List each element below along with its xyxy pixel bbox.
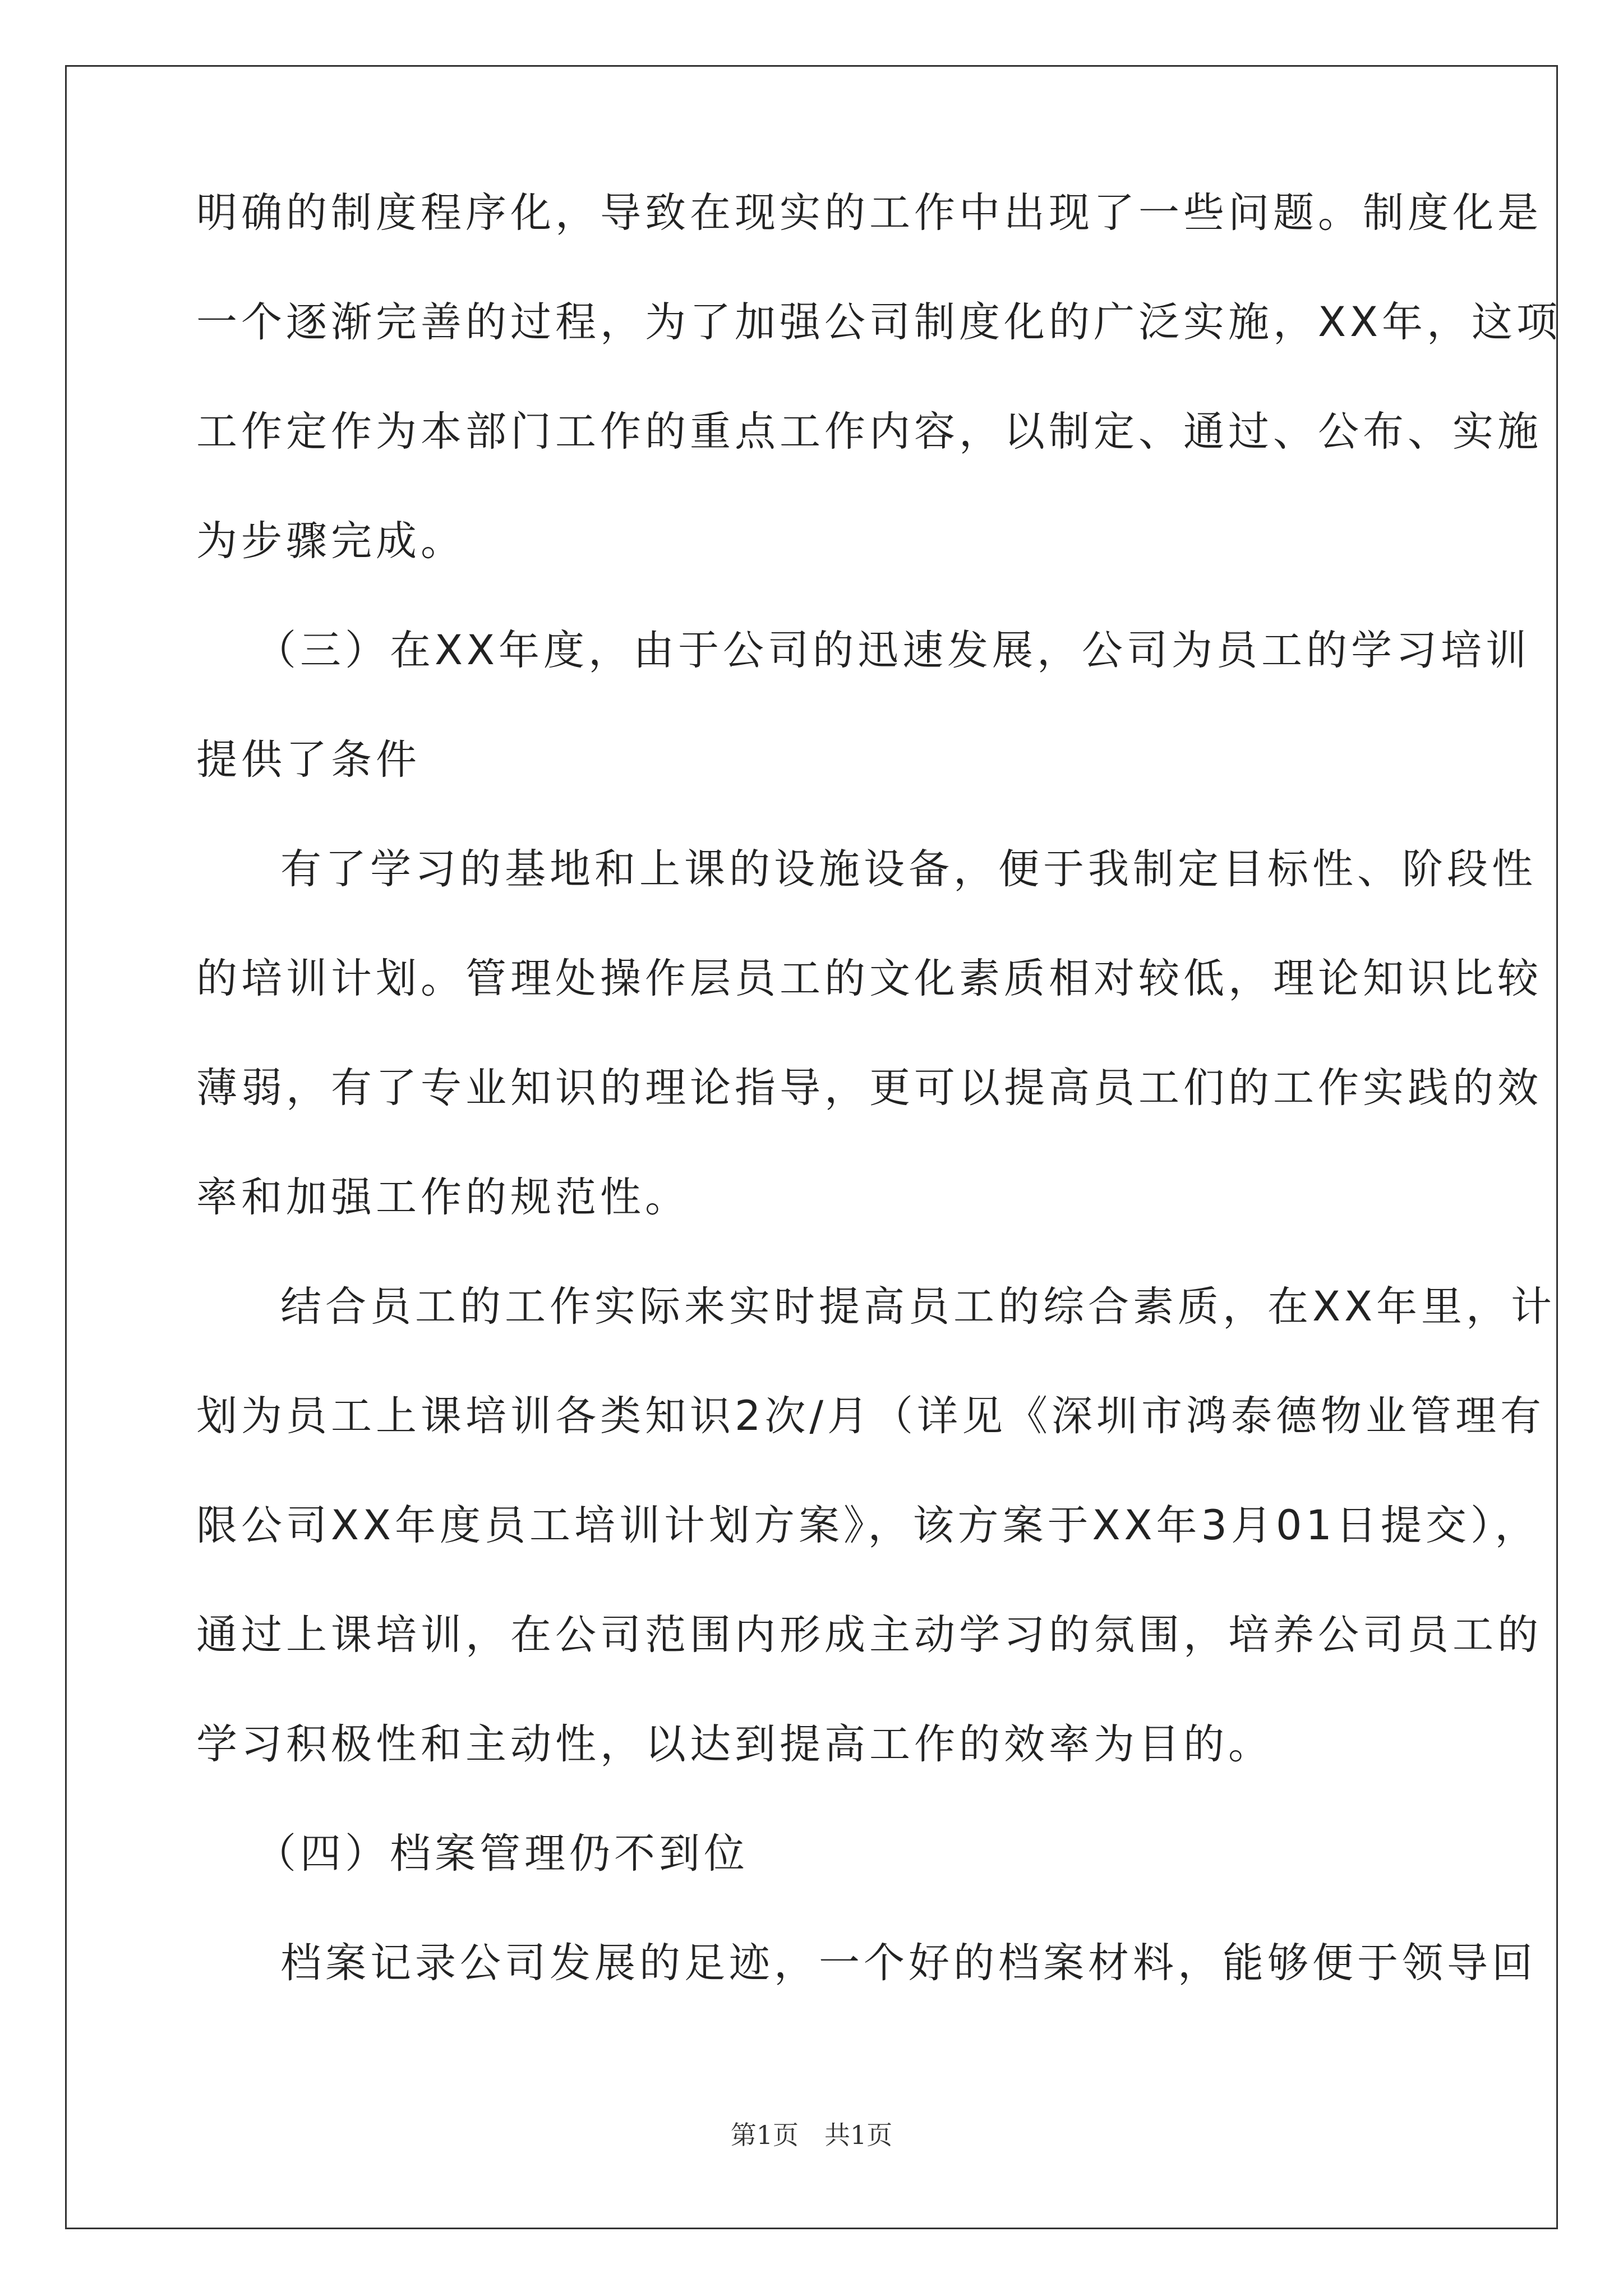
text-line: 为步骤完成。 (196, 517, 465, 565)
text-line: 通过上课培训，在公司范围内形成主动学习的氛围，培养公司员工的 (196, 1611, 1542, 1659)
page-border (65, 65, 1558, 2229)
text-line: 学习积极性和主动性，以达到提高工作的效率为目的。 (196, 1720, 1273, 1768)
text-line: 一个逐渐完善的过程，为了加强公司制度化的广泛实施，XX年，这项 (196, 298, 1562, 346)
text-line: 划为员工上课培训各类知识2次/月（详见《深圳市鸿泰德物业管理有 (196, 1392, 1546, 1440)
text-line: 提供了条件 (196, 736, 421, 784)
section-heading: （三）在XX年度，由于公司的迅速发展，公司为员工的学习培训 (255, 627, 1531, 674)
text-line: 明确的制度程序化，导致在现实的工作中出现了一些问题。制度化是 (196, 189, 1542, 237)
text-line: 的培训计划。管理处操作层员工的文化素质相对较低，理论知识比较 (196, 955, 1542, 1002)
text-line: 有了学习的基地和上课的设施设备，便于我制定目标性、阶段性 (280, 845, 1537, 893)
text-line: 结合员工的工作实际来实时提高员工的综合素质，在XX年里，计 (280, 1283, 1556, 1331)
text-line: 率和加强工作的规范性。 (196, 1174, 690, 1221)
section-heading: （四）档案管理仍不到位 (255, 1830, 749, 1878)
text-line: 档案记录公司发展的足迹，一个好的档案材料，能够便于领导回 (280, 1939, 1537, 1987)
page-number: 第1页 共1页 (730, 2120, 893, 2150)
text-line: 限公司XX年度员工培训计划方案》，该方案于XX年3月01日提交）， (196, 1502, 1540, 1549)
text-line: 薄弱，有了专业知识的理论指导，更可以提高员工们的工作实践的效 (196, 1064, 1542, 1112)
text-line: 工作定作为本部门工作的重点工作内容，以制定、通过、公布、实施 (196, 408, 1542, 455)
